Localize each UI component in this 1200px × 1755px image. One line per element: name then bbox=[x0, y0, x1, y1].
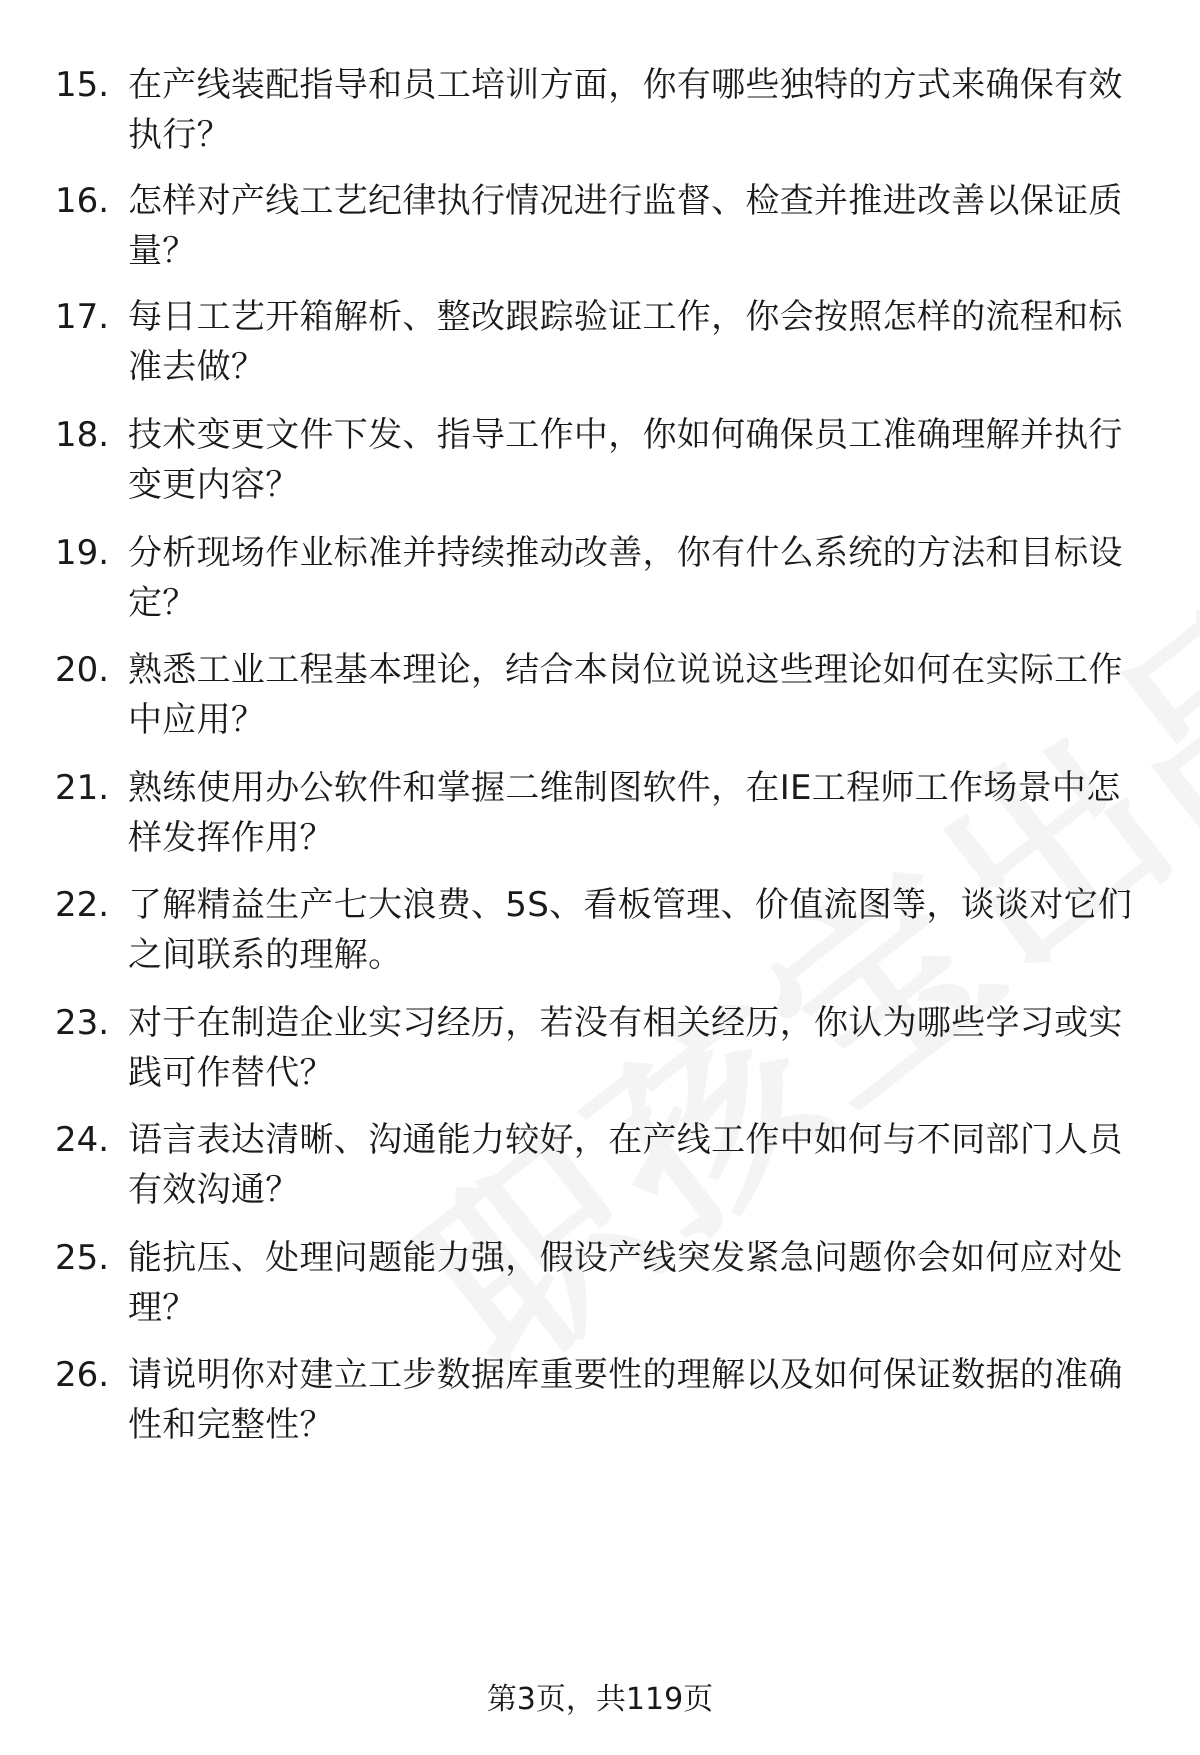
question-text: 熟练使用办公软件和掌握二维制图软件，在IE工程师工作场景中怎样发挥作用？ bbox=[128, 768, 1121, 858]
question-text: 每日工艺开箱解析、整改跟踪验证工作，你会按照怎样的流程和标准去做？ bbox=[128, 297, 1123, 387]
question-text: 技术变更文件下发、指导工作中，你如何确保员工准确理解并执行变更内容？ bbox=[128, 415, 1123, 505]
question-text: 了解精益生产七大浪费、5S、看板管理、价值流图等，谈谈对它们之间联系的理解。 bbox=[128, 885, 1133, 975]
question-number: 19. bbox=[55, 533, 110, 573]
question-number: 26. bbox=[55, 1355, 110, 1395]
question-text: 分析现场作业标准并持续推动改善，你有什么系统的方法和目标设定？ bbox=[128, 533, 1123, 623]
question-number: 22. bbox=[55, 885, 110, 925]
question-item bbox=[0, 763, 1200, 883]
question-text: 语言表达清晰、沟通能力较好，在产线工作中如何与不同部门人员有效沟通？ bbox=[128, 1120, 1123, 1210]
question-text: 怎样对产线工艺纪律执行情况进行监督、检查并推进改善以保证质量？ bbox=[128, 181, 1123, 271]
question-item bbox=[0, 176, 1200, 296]
question-number: 25. bbox=[55, 1238, 110, 1278]
question-number: 24. bbox=[55, 1120, 110, 1160]
question-number: 17. bbox=[55, 297, 110, 337]
question-item bbox=[0, 880, 1200, 1000]
question-text: 对于在制造企业实习经历，若没有相关经历，你认为哪些学习或实践可作替代？ bbox=[128, 1003, 1123, 1093]
question-number: 23. bbox=[55, 1003, 110, 1043]
question-item bbox=[0, 1115, 1200, 1235]
question-item bbox=[0, 1233, 1200, 1353]
question-item bbox=[0, 292, 1200, 412]
question-text: 请说明你对建立工步数据库重要性的理解以及如何保证数据的准确性和完整性？ bbox=[128, 1355, 1123, 1445]
question-item bbox=[0, 645, 1200, 765]
question-item bbox=[0, 998, 1200, 1118]
question-text: 熟悉工业工程基本理论，结合本岗位说说这些理论如何在实际工作中应用？ bbox=[128, 650, 1123, 740]
page-footer: 第3页，共119页 bbox=[486, 1682, 714, 1717]
question-number: 20. bbox=[55, 650, 110, 690]
question-item bbox=[0, 410, 1200, 530]
question-number: 18. bbox=[55, 415, 110, 455]
question-text: 能抗压、处理问题能力强，假设产线突发紧急问题你会如何应对处理？ bbox=[128, 1238, 1123, 1328]
question-number: 16. bbox=[55, 181, 110, 221]
question-number: 21. bbox=[55, 768, 110, 808]
question-item bbox=[0, 60, 1200, 180]
question-item bbox=[0, 528, 1200, 648]
question-item bbox=[0, 1350, 1200, 1470]
question-text: 在产线装配指导和员工培训方面，你有哪些独特的方式来确保有效执行？ bbox=[128, 65, 1123, 155]
question-number: 15. bbox=[55, 65, 110, 105]
